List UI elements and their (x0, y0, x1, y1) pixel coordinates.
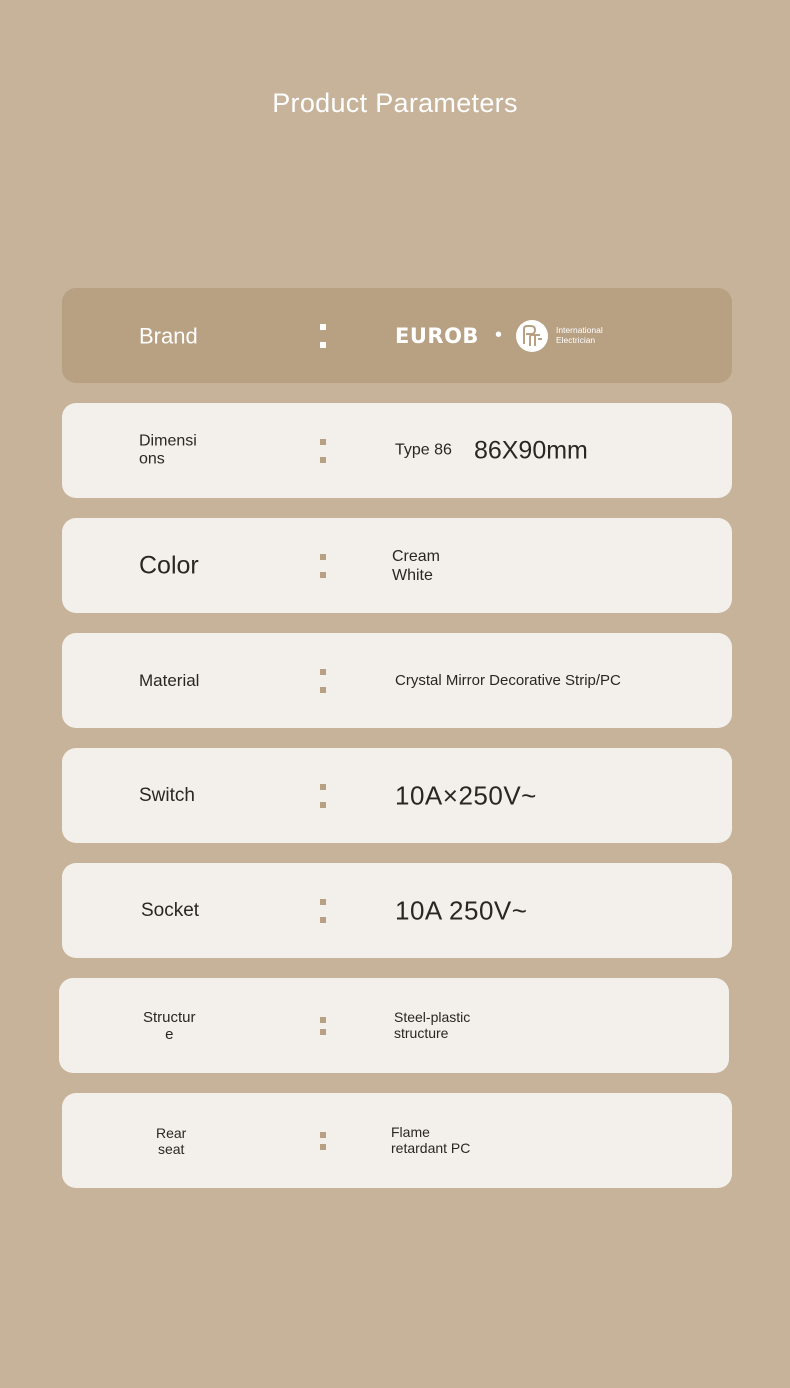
structure-value: Steel-plastic structure (394, 1008, 471, 1042)
colon-separator (320, 784, 326, 808)
switch-label: Switch (139, 784, 195, 806)
colon-separator (320, 324, 326, 348)
param-row-socket (62, 863, 732, 958)
param-row-material (62, 633, 732, 728)
color-value: Cream White (392, 547, 441, 584)
dimensions-label: Dimensi ons (139, 432, 197, 468)
socket-value: 10A 250V~ (395, 894, 528, 925)
brand-name: EUROB (395, 323, 479, 348)
colon-separator (320, 1132, 326, 1150)
param-row-switch (62, 748, 732, 843)
color-label: Color (139, 551, 199, 580)
dimensions-type: Type 86 (395, 441, 452, 459)
rear-seat-value: Flame retardant PC (391, 1123, 471, 1157)
colon-separator (320, 1017, 326, 1035)
material-label: Material (139, 670, 200, 690)
socket-label: Socket (141, 899, 200, 921)
dimensions-size: 86X90mm (473, 436, 588, 464)
param-row-structure (59, 978, 729, 1073)
param-row-dimensions (62, 403, 732, 498)
switch-value: 10A×250V~ (395, 779, 537, 810)
rear-seat-label: Rear seat (156, 1124, 187, 1157)
colon-separator (320, 899, 326, 923)
logo-text: International Electrician (555, 324, 603, 345)
param-row-color (62, 518, 732, 613)
page-title: Product Parameters (272, 88, 518, 118)
brand-value (395, 320, 603, 352)
dimensions-value (395, 436, 588, 465)
param-row-rear-seat (62, 1093, 732, 1188)
colon-separator (320, 669, 326, 693)
brand-label: Brand (139, 322, 198, 348)
structure-label: Structur e (143, 1008, 196, 1043)
material-value: Crystal Mirror Decorative Strip/PC (395, 671, 621, 689)
brand-dot: • (494, 324, 502, 346)
colon-separator (320, 554, 326, 578)
param-row-brand (62, 288, 732, 383)
international-electrician-logo-icon (516, 320, 548, 352)
colon-separator (320, 439, 326, 463)
